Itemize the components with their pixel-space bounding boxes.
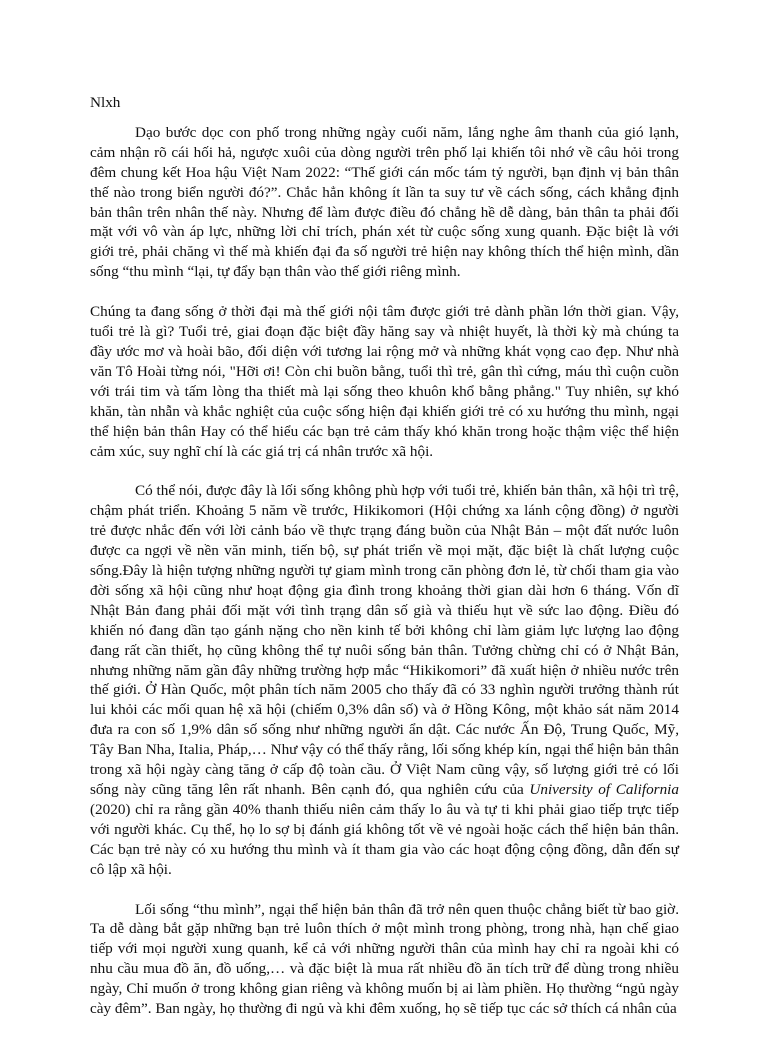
paragraph-2 xyxy=(90,302,679,461)
document-page xyxy=(90,93,679,1039)
paragraph-1 xyxy=(90,123,679,282)
text-segment: Lối sống “thu mình”, ngại thể hiện bản thân đã trở nên quen thuộc chẳng biết từ bao giờ. Ta dễ dàng bắt gặp những bạn trẻ luôn thích ở một mình trong phòng, trong nhà, hạn chế giao tiếp với mọi người xung quanh, kể cả với những người thân của mình hay chỉ ra ngoài khi có nhu cầu mua đồ ăn, đồ uống,… và đặc biệt là mua rất nhiều đồ ăn tích trữ để dùng trong nhiều ngày, Chỉ muốn ở trong không gian riêng và không muốn bị ai làm phiền. Họ thường “ngủ ngày cày đêm”. Ban ngày, họ thường đi ngủ và khi đêm xuống, họ sẽ tiếp tục các sở thích cá nhân của xyxy=(90,900,679,1018)
text-segment: (2020) chỉ ra rằng gần 40% thanh thiếu niên cảm thấy lo âu và tự ti khi phải giao tiếp trực tiếp với người khác. Cụ thể, họ lo sợ bị đánh giá không tốt về vẻ ngoài hoặc cách thể hiện bản thân. Các bạn trẻ này có xu hướng thu mình và ít tham gia vào các hoạt động cộng đồng, dẫn đến sự cô lập xã hội. xyxy=(90,800,679,878)
text-segment: Chúng ta đang sống ở thời đại mà thế giới nội tâm được giới trẻ dành phần lớn thời gian. Vậy, tuổi trẻ là gì? Tuổi trẻ, giai đoạn đặc biệt đầy hăng say và nhiệt huyết, là thời kỳ mà chúng ta đầy ước mơ và hoài bão, đối diện với tương lai rộng mở và những khát vọng cao đẹp. Như nhà văn Tô Hoài từng nói, "Hỡi ơi! Còn chi buồn bằng, tuổi thì trẻ, gân thì cứng, máu thì cuộn cuồn với trái tim và tấm lòng tha thiết mà lại sống theo khuôn khổ bằng phẳng." Tuy nhiên, sự khó khăn, tàn nhẫn và khắc nghiệt của cuộc sống hiện đại khiến giới trẻ có xu hướng thu mình, ngại thể hiện bản thân Hay có thể hiểu các bạn trẻ cảm thấy khó khăn trong hoặc thậm việc thể hiện cảm xúc, suy nghĩ chí là các giá trị cá nhân trước xã hội. xyxy=(90,303,679,460)
document-heading: Nlxh xyxy=(90,94,121,111)
italic-text-segment: University of California xyxy=(529,781,679,798)
paragraph-3 xyxy=(90,481,679,879)
text-segment: Có thể nói, được đây là lối sống không phù hợp với tuổi trẻ, khiến bản thân, xã hội trì trệ, chậm phát triển. Khoảng 5 năm về trước, Hikikomori (Hội chứng xa lánh cộng đồng) ở người trẻ được nhắc đến với lời cảnh báo về thực trạng đáng buồn của Nhật Bản – một đất nước luôn được ca ngợi về nền văn minh, tiến bộ, sự phát triển về mọi mặt, đặc biệt là chất lượng cuộc sống.Đây là hiện tượng những người tự giam mình trong căn phòng đơn lẻ, từ chối tham gia vào đời sống xã hội cũng như hoạt động gia đình trong khoảng thời gian dài hơn 6 tháng. Vốn dĩ Nhật Bản đang phải đối mặt với tình trạng dân số già và thiếu hụt về sức lao động. Điều đó khiến nó đang dần tạo gánh nặng cho nền kinh tế bởi không chỉ làm giảm lực lượng lao động đang rất cần thiết, họ cũng không thể tự nuôi sống bản thân. Tưởng chừng chỉ có ở Nhật Bản, nhưng những năm gần đây những trường hợp mắc “Hikikomori” đã xuất hiện ở nhiều nước trên thế giới. Ở Hàn Quốc, một phân tích năm 2005 cho thấy đã có 33 nghìn người trưởng thành rút lui khỏi các mối quan hệ xã hội (chiếm 0,3% dân số) và ở Hồng Kông, một khảo sát năm 2014 đưa ra con số 1,9% dân số sống như những người ẩn dật. Các nước Ấn Độ, Trung Quốc, Mỹ, Tây Ban Nha, Italia, Pháp,… Như vậy có thể thấy rằng, lối sống khép kín, ngại thể hiện bản thân trong xã hội ngày càng tăng ở cấp độ toàn cầu. Ở Việt Nam cũng vậy, số lượng giới trẻ có lối sống này cũng tăng lên rất nhanh. Bên cạnh đó, qua nghiên cứu của xyxy=(90,482,679,798)
paragraph-4 xyxy=(90,900,679,1019)
text-segment: Dạo bước dọc con phố trong những ngày cuối năm, lắng nghe âm thanh của gió lạnh, cảm nhận rõ cái hối hả, ngược xuôi của dòng người trên phố lại khiến tôi nhớ về câu hỏi trong đêm chung kết Hoa hậu Việt Nam 2022: “Thế giới cán mốc tám tỷ người, bạn định vị bản thân thế nào trong biển người đó?”. Chắc hẳn không ít lần ta suy tư về cách sống, cách khẳng định bản thân trên nhân thế này. Nhưng để làm được điều đó chẳng hề dễ dàng, bản thân ta phải đối mặt với vô vàn áp lực, những lời chỉ trích, phán xét từ cuộc sống xung quanh. Đặc biệt là với giới trẻ, phải chăng vì thế mà khiến đại đa số người trẻ hiện nay không thích thể hiện mình, dần sống “thu mình “lại, tự đẩy bạn thân vào thế giới riêng mình. xyxy=(90,123,679,281)
